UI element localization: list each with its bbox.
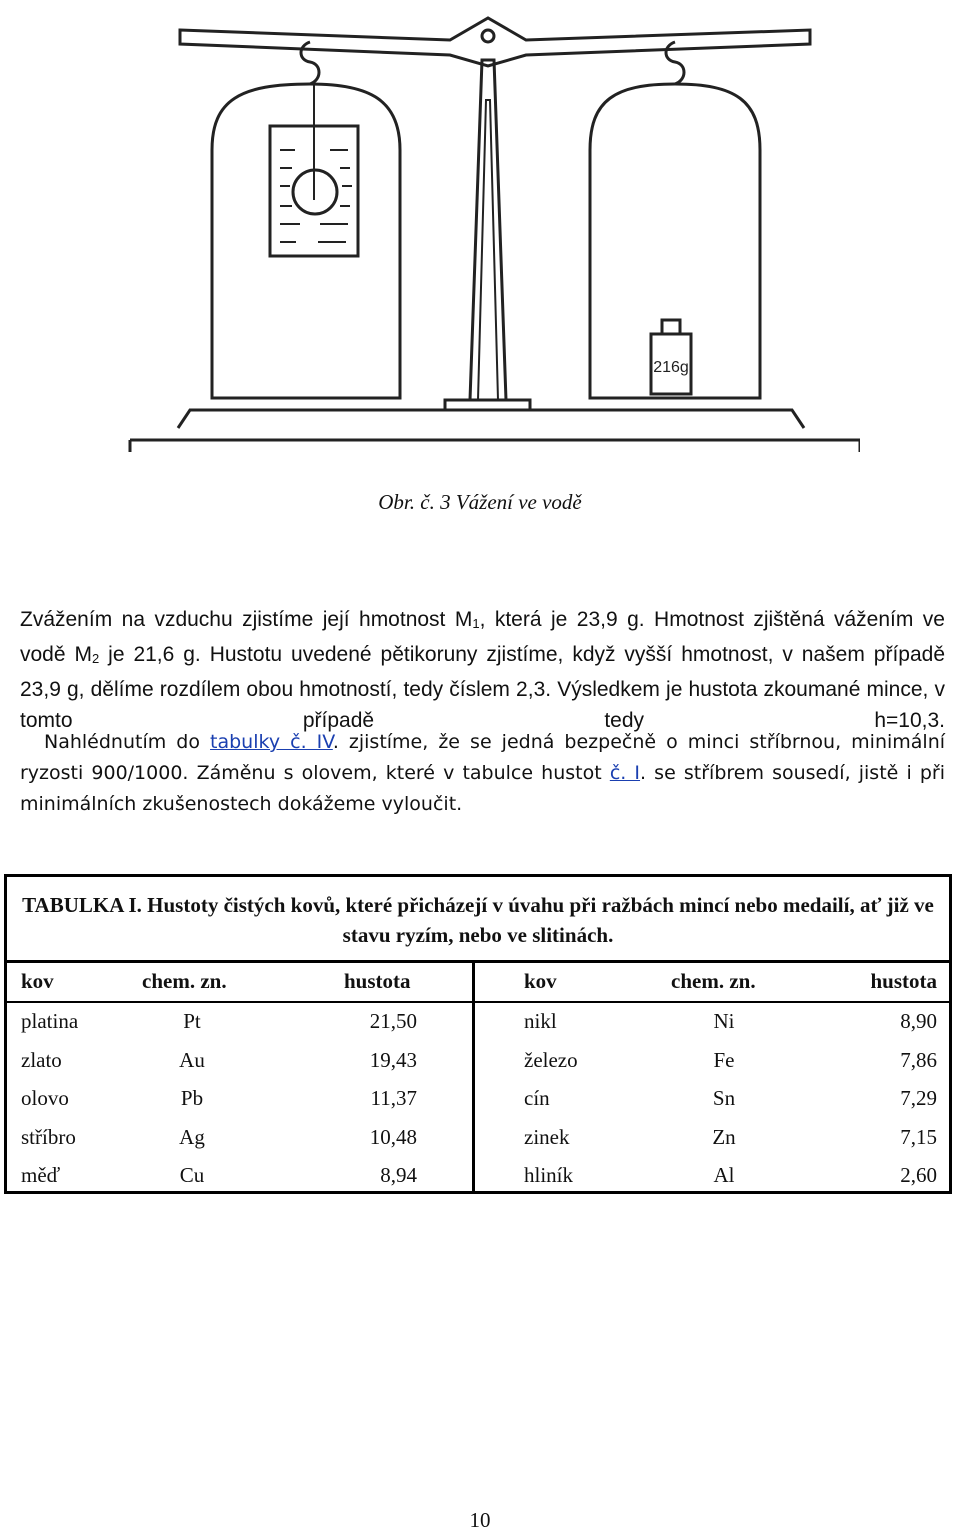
paragraph-weighing: Zvážením na vzduchu zjistíme její hmotnost $M_1$, která je 23,9 g. Hmotnost zjištěná vážením ve vodě $M_2$ je 21,6 g. Hustotu uvedené pětikoruny zjistíme, když vyšší hmotnost, v našem případě 23,9 g, dělíme rozdílem obou hmotností, tedy číslem 2,3. Výsledkem je hustota zkoumané mince, v tomto případě tedy h=10,3. [20,608,946,732]
header-kov: kov [21,969,54,993]
table-row: stříbro Ag 10,48 zinek Zn 7,15 [21,1124,937,1149]
metal-name: stříbro [21,1124,76,1149]
density-value: 8,94 [380,1163,417,1188]
density-table [4,874,952,1194]
header-hustota: hustota [870,969,937,993]
density-value: 11,37 [370,1086,417,1111]
page-number: 10 [469,1508,491,1532]
density-value: 21,50 [369,1009,417,1033]
metal-name: zlato [21,1047,62,1072]
table-row: měď Cu 8,94 hliník Al 2,60 [21,1163,937,1188]
table-header [7,963,949,1003]
table-row: zlato Au 19,43 železo Fe 7,86 [21,1047,937,1072]
metal-name: měď [21,1163,61,1188]
density-value: 8,90 [900,1009,937,1033]
metal-name: hliník [524,1163,574,1188]
link-table-i[interactable]: č. I [609,762,641,784]
header-chem: chem. zn. [142,969,227,993]
table-body [7,1003,949,1196]
density-value: 10,48 [369,1124,417,1149]
metal-name: nikl [524,1009,557,1033]
table-row: olovo Pb 11,37 cín Sn 7,29 [21,1086,937,1111]
density-value: 7,29 [900,1086,937,1111]
weight-label: 216g [653,359,689,376]
header-chem: chem. zn. [671,969,756,993]
table-row: platina Pt 21,50 nikl Ni 8,90 [21,1009,937,1033]
metal-name: železo [524,1047,578,1072]
density-value: 2,60 [900,1163,937,1188]
metal-name: zinek [524,1124,570,1149]
link-table-iv[interactable]: tabulky č. IV [210,731,333,753]
header-hustota: hustota [344,969,411,993]
balance-scale-illustration [120,0,860,460]
density-value: 19,43 [369,1047,417,1072]
metal-name: platina [21,1009,79,1033]
table-caption: TABULKA I. Hustoty čistých kovů, které přicházejí v úvahu při ražbách mincí nebo medailí, ať již ve stavu ryzím, nebo ve slitinách. [7,877,949,963]
figure-caption: Obr. č. 3 Vážení ve vodě [378,490,582,514]
density-value: 7,86 [900,1047,937,1072]
metal-name: cín [524,1086,550,1111]
paragraph-conclusion: Nahlédnutím do tabulky č. IV. zjistíme, že se jedná bezpečně o minci stříbrnou, minimální ryzosti 900/1000. Záměnu s olovem, které v tabulce hustot č. I. se stříbrem sousedí, jistě i při minimálních zkušenostech dokážeme vyloučit. [20,731,946,815]
density-value: 7,15 [900,1124,937,1149]
header-kov: kov [524,969,557,993]
metal-name: olovo [21,1086,69,1111]
